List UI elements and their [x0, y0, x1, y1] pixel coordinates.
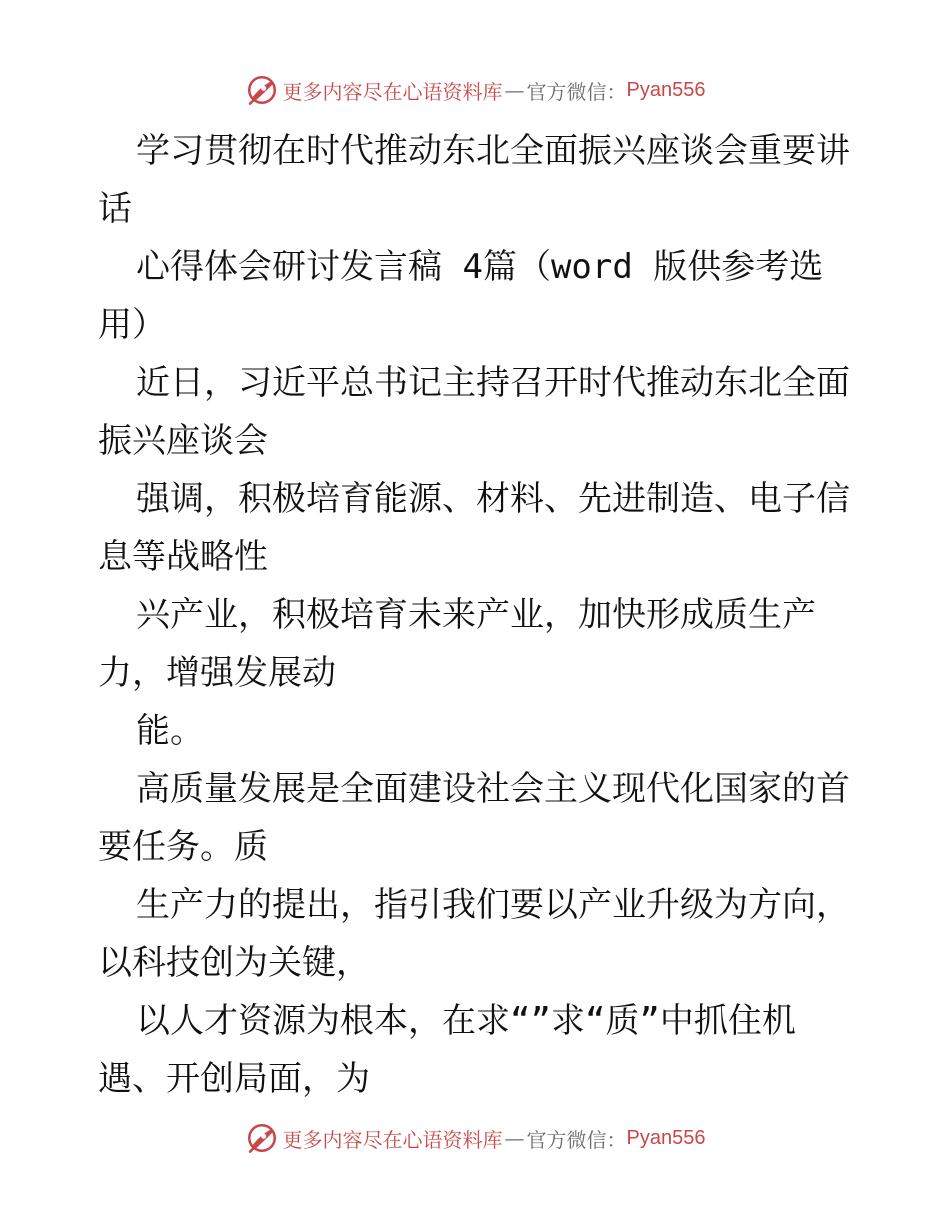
- watermark-official-label: 官方微信：: [526, 1127, 627, 1152]
- paragraph: 高质量发展是全面建设社会主义现代化国家的首要任务。质: [98, 769, 850, 867]
- watermark-official-label: 官方微信：: [526, 79, 627, 104]
- watermark-brand: 更多内容尽在心语资料库: [282, 79, 503, 104]
- document-body: [98, 122, 858, 1108]
- watermark-wechat-id: Pyan556: [626, 1126, 706, 1149]
- paragraph-title-line-1: 学习贯彻在时代推动东北全面振兴座谈会重要讲话: [98, 131, 850, 229]
- watermark-brand: 更多内容尽在心语资料库: [282, 1127, 503, 1152]
- paragraph: 以人才资源为根本，在求“”求“质”中抓住机遇、开创局面，为: [98, 1001, 796, 1099]
- footer-watermark: [0, 1118, 950, 1158]
- watermark-separator: —: [504, 78, 525, 102]
- paragraph: 能。: [136, 711, 204, 751]
- paragraph: 近日，习近平总书记主持召开时代推动东北全面振兴座谈会: [98, 363, 850, 461]
- pen-nib-logo-icon: [245, 1121, 279, 1155]
- paragraph-title-line-2: 心得体会研讨发言稿 4篇（word 版供参考选用）: [98, 247, 824, 345]
- watermark-wechat-id: Pyan556: [626, 78, 706, 101]
- paragraph: 强调，积极培育能源、材料、先进制造、电子信息等战略性: [98, 479, 850, 577]
- paragraph: 生产力的提出，指引我们要以产业升级为方向，以科技创为关键，: [98, 885, 850, 983]
- paragraph: 兴产业，积极培育未来产业，加快形成质生产力，增强发展动: [98, 595, 816, 693]
- watermark-separator: —: [504, 1126, 525, 1150]
- pen-nib-logo-icon: [245, 73, 279, 107]
- header-watermark: [0, 70, 950, 110]
